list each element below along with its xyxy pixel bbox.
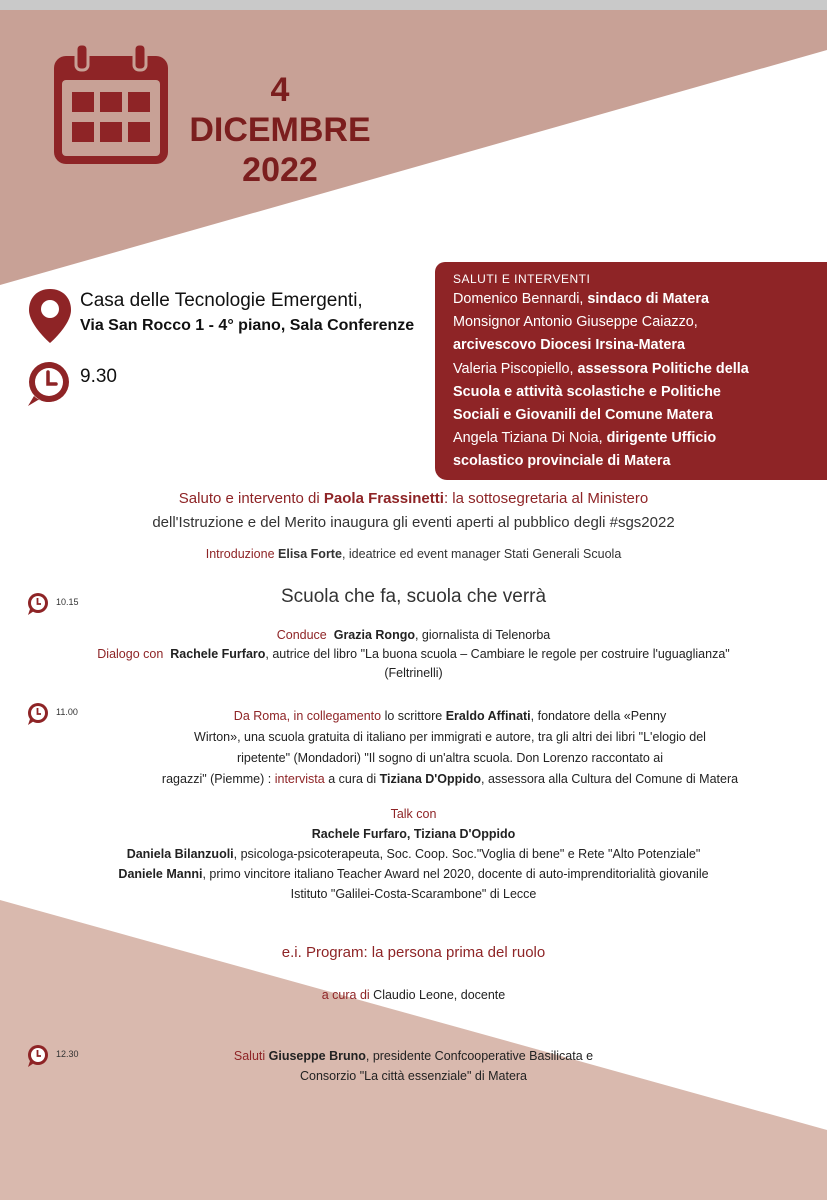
- talk-section: [0, 804, 827, 904]
- manni-institute: Istituto "Galilei-Costa-Scarambone" di Lecce: [290, 887, 537, 901]
- saluti-role: Sociali e Giovanili del Comune Matera: [453, 407, 713, 424]
- saluti-line: [453, 381, 814, 404]
- program-title: [0, 944, 827, 961]
- saluti-person: Valeria Piscopiello,: [453, 360, 578, 377]
- session2-line4b: a cura di: [324, 772, 380, 786]
- talk-label: Talk con: [390, 807, 437, 821]
- affinati-name: Eraldo Affinati: [445, 709, 531, 723]
- saluti-box: [435, 262, 827, 480]
- acura-label: a cura di: [321, 988, 370, 1002]
- date-line1: 4 DICEMBRE: [189, 71, 371, 149]
- da-roma: Da Roma, in collegamento: [233, 709, 382, 723]
- saluti-line: [453, 288, 814, 311]
- saluti-person: Domenico Bennardi,: [453, 291, 588, 307]
- session2-line2: Wirton», una scuola gratuita di italiano per immigrati e autore, tra gli altri dei libri "L'elogio del: [194, 730, 706, 744]
- saluti-role: scolastico provinciale di Matera: [453, 453, 671, 470]
- bruno-name: Giuseppe Bruno: [268, 1049, 366, 1063]
- introduzione-rest: , ideatrice ed event manager Stati Generali Scuola: [341, 547, 622, 561]
- closing-label: Saluti: [233, 1049, 269, 1063]
- doppido-name: Tiziana D'Oppido: [379, 772, 481, 786]
- date-year: 2022: [242, 151, 318, 189]
- saluti-line: [453, 311, 814, 334]
- session2-text1: lo scrittore: [381, 709, 446, 723]
- intro-text: [0, 487, 827, 535]
- dialogo-name: Rachele Furfaro: [170, 647, 266, 661]
- session2-line4a: ragazzi" (Piemme) :: [161, 772, 275, 786]
- venue: [80, 288, 414, 338]
- introduzione: [0, 547, 827, 561]
- program-title-text: e.i. Program: la persona prima del ruolo: [281, 944, 546, 961]
- bilanzuoli-name: Daniela Bilanzuoli: [126, 847, 234, 861]
- acura-rest: Claudio Leone, docente: [369, 988, 506, 1002]
- conduce-name: Grazia Rongo: [333, 628, 415, 642]
- closing-saluti: [0, 1046, 827, 1086]
- calendar-icon: [52, 42, 170, 166]
- saluti-person: Angela Tiziana Di Noia,: [453, 430, 607, 447]
- event-date: [180, 70, 380, 190]
- bilanzuoli-desc: , psicologa-psicoterapeuta, Soc. Coop. Soc."Voglia di bene" e Rete "Alto Potenziale": [233, 847, 701, 861]
- saluti-role: dirigente Ufficio: [606, 430, 717, 447]
- program-curator: [0, 988, 827, 1002]
- location-pin-icon: [26, 287, 74, 345]
- session1-title: Scuola che fa, scuola che verrà: [280, 586, 547, 607]
- session1-time: 10.15: [56, 597, 79, 607]
- intro-name: Paola Frassinetti: [323, 490, 444, 507]
- saluti-person: Monsignor Antonio Giuseppe Caiazzo,: [453, 314, 698, 331]
- introduzione-label: Introduzione: [205, 547, 279, 561]
- saluti-header: SALUTI E INTERVENTI: [453, 272, 591, 286]
- saluti-role: assessora Politiche della: [577, 360, 749, 377]
- conduce-rest: , giornalista di Telenorba: [414, 628, 551, 642]
- saluti-role: Scuola e attività scolastiche e Politiche: [453, 383, 721, 400]
- session2-details: [100, 706, 800, 790]
- session1-details: [0, 626, 827, 683]
- intro-rest: : la sottosegretaria al Ministero: [443, 490, 649, 507]
- conduce-label: Conduce: [276, 628, 327, 642]
- saluti-line: [453, 334, 814, 357]
- saluti-role: arcivescovo Diocesi Irsina-Matera: [453, 337, 685, 354]
- saluti-role: sindaco di Matera: [587, 291, 709, 307]
- intervista: intervista: [274, 772, 325, 786]
- closing-rest: , presidente Confcooperative Basilicata e: [365, 1049, 594, 1063]
- venue-name: Casa delle Tecnologie Emergenti,: [80, 290, 363, 311]
- clock-icon: [26, 702, 50, 726]
- introduzione-name: Elisa Forte: [278, 547, 342, 561]
- session2-time: 11.00: [56, 707, 78, 717]
- dialogo-publisher: (Feltrinelli): [384, 666, 443, 680]
- session2-text2: , fondatore della «Penny: [530, 709, 667, 723]
- closing-line2: Consorzio "La città essenziale" di Matera: [299, 1069, 528, 1083]
- clock-icon: [24, 358, 74, 410]
- manni-desc: , primo vincitore italiano Teacher Award nel 2020, docente di auto-imprenditorialità giovanile: [202, 867, 709, 881]
- saluti-line: [453, 404, 814, 427]
- saluti-line: [453, 427, 814, 450]
- closing-time: 12.30: [56, 1049, 79, 1059]
- top-bar: [0, 0, 827, 10]
- start-time: 9.30: [80, 366, 117, 387]
- session2-line3: ripetente" (Mondadori) "Il sogno di un'altra scuola. Don Lorenzo raccontato ai: [236, 751, 664, 765]
- dialogo-label: Dialogo con: [97, 647, 164, 661]
- saluti-line: [453, 450, 814, 473]
- dialogo-rest: , autrice del libro "La buona scuola – Cambiare le regole per costruire l'uguaglianza": [265, 647, 730, 661]
- session2-line4c: , assessora alla Cultura del Comune di Matera: [481, 772, 739, 786]
- talk-names: Rachele Furfaro, Tiziana D'Oppido: [311, 827, 516, 841]
- intro-prefix: Saluto e intervento di: [178, 490, 324, 507]
- venue-address: Via San Rocco 1 - 4° piano, Sala Conferenze: [80, 317, 415, 334]
- intro-line2: dell'Istruzione e del Merito inaugura gli eventi aperti al pubblico degli #sgs2022: [152, 514, 675, 531]
- manni-name: Daniele Manni: [118, 867, 203, 881]
- saluti-line: [453, 358, 814, 381]
